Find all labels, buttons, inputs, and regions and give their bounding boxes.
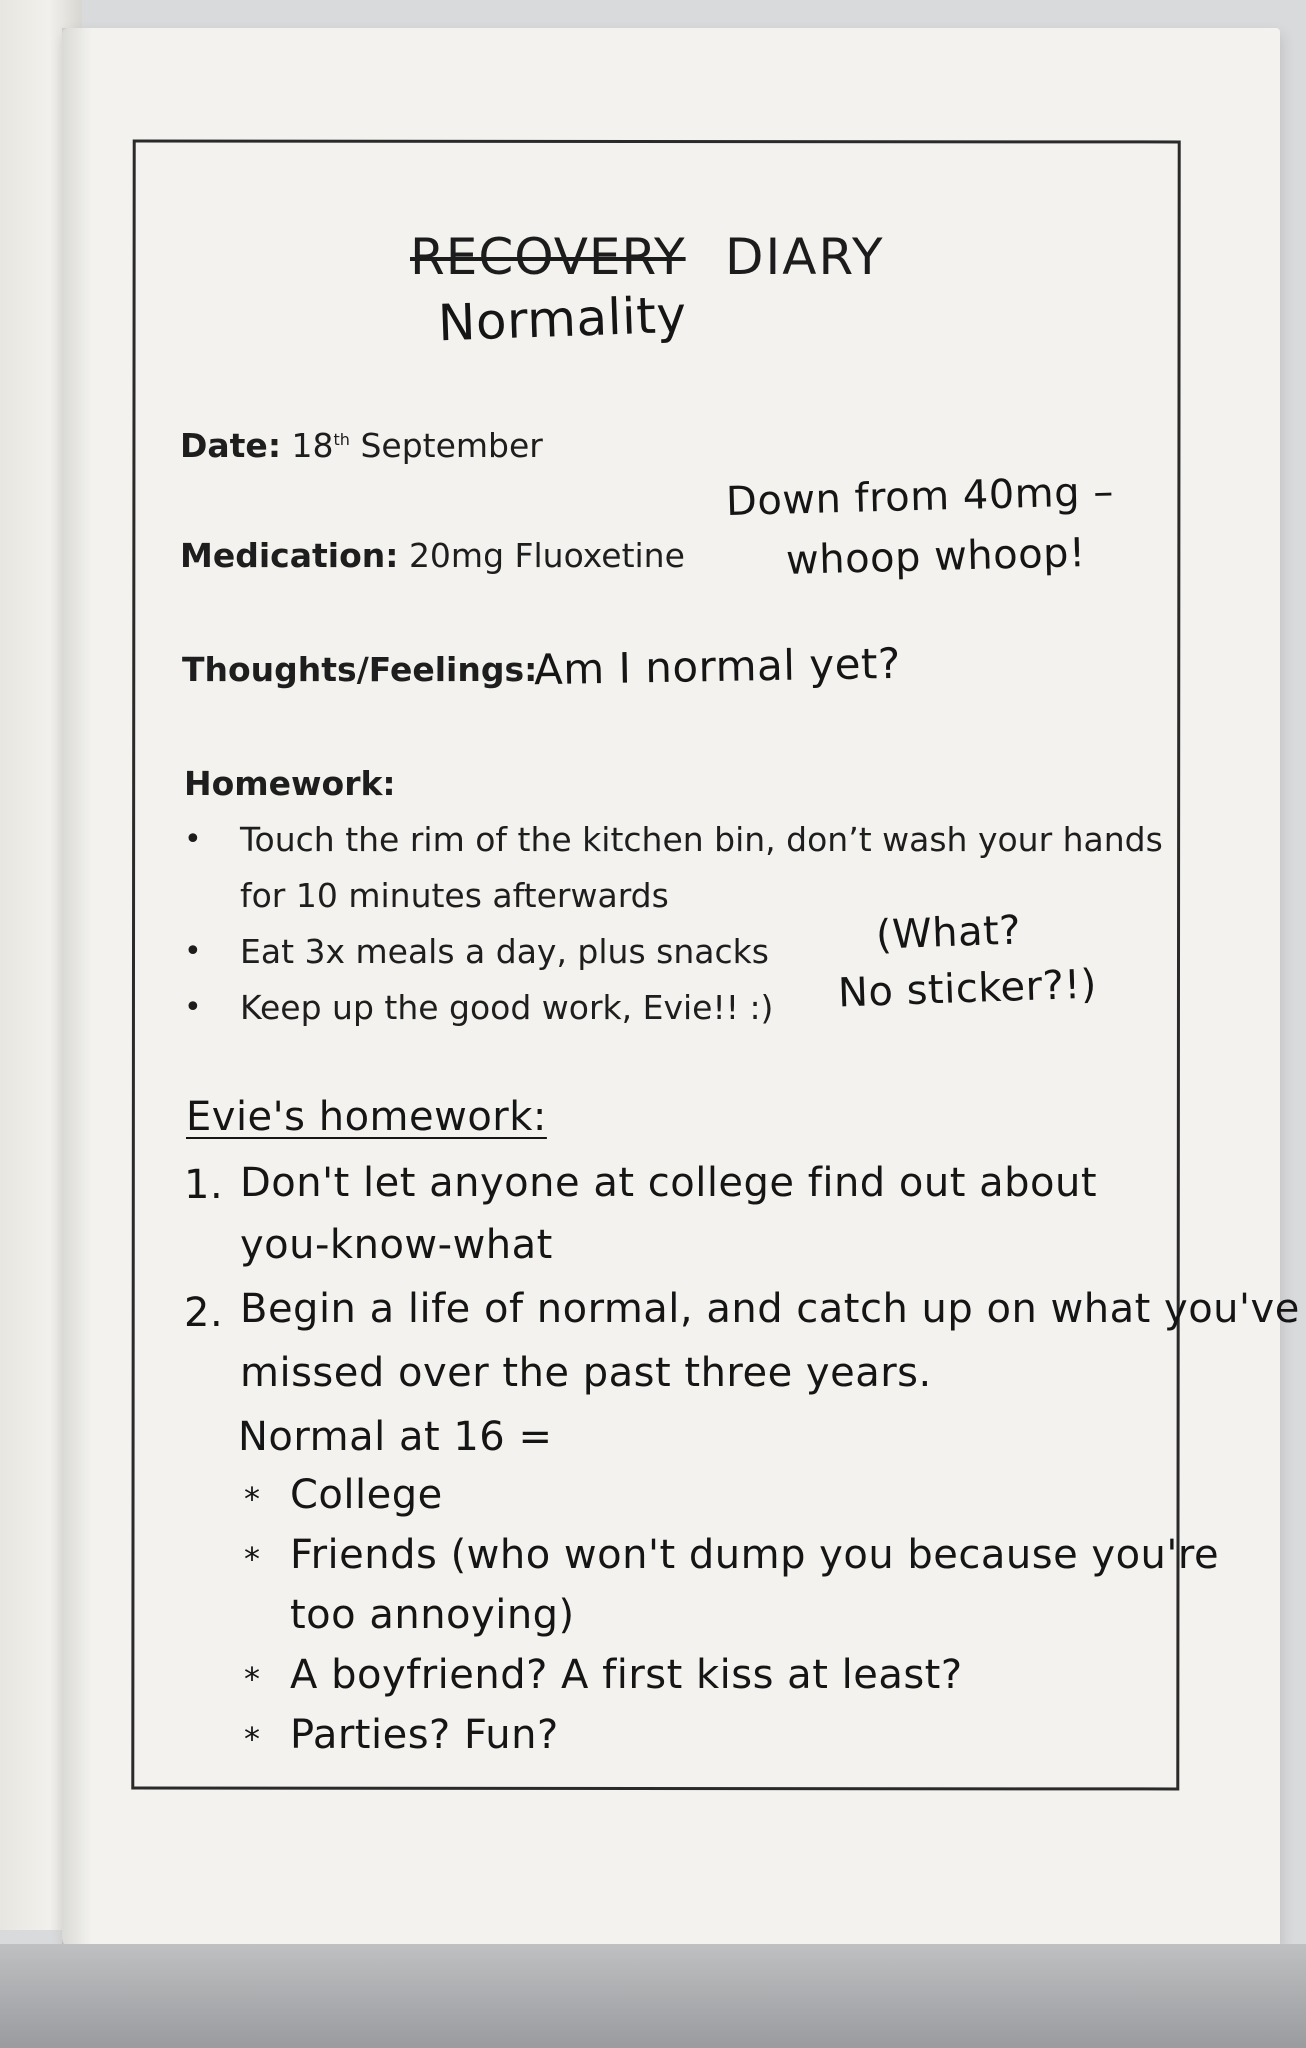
homework-label: Homework:	[184, 764, 396, 803]
star-bullet-icon: *	[244, 1720, 261, 1758]
homework-item-1-line2: for 10 minutes afterwards	[240, 876, 669, 915]
star-bullet-icon: *	[244, 1540, 261, 1578]
evies-item-1-number: 1.	[184, 1162, 224, 1208]
evies-item-1-line1: Don't let anyone at college find out about	[240, 1160, 1098, 1206]
date-label: Date:	[180, 426, 282, 465]
bullet-icon: •	[184, 822, 202, 857]
normal-item-2-line2: too annoying)	[290, 1592, 575, 1638]
normal-at-16-heading: Normal at 16 =	[238, 1414, 553, 1460]
evies-item-2-line2: missed over the past three years.	[240, 1350, 932, 1396]
title-diary-word: DIARY	[725, 228, 885, 286]
medication-value: 20mg Fluoxetine	[408, 536, 685, 575]
homework-item-2: Eat 3x meals a day, plus snacks	[240, 932, 769, 971]
star-bullet-icon: *	[244, 1480, 261, 1518]
thoughts-row	[182, 650, 537, 689]
table-surface	[0, 1944, 1306, 2048]
thoughts-value: Am I normal yet?	[533, 638, 902, 695]
evies-homework-heading: Evie's homework:	[186, 1094, 547, 1140]
thoughts-label: Thoughts/Feelings:	[182, 650, 538, 689]
medication-row	[180, 536, 685, 575]
normal-item-4: Parties? Fun?	[290, 1712, 559, 1758]
normal-item-2-line1: Friends (who won't dump you because you're	[290, 1532, 1220, 1578]
evies-item-2-line1: Begin a life of normal, and catch up on what you've	[240, 1286, 1300, 1332]
bullet-icon: •	[184, 990, 202, 1025]
date-row	[180, 426, 543, 465]
evies-item-2-number: 2.	[184, 1290, 224, 1336]
medication-note-line2: whoop whoop!	[785, 530, 1087, 584]
star-bullet-icon: *	[244, 1660, 261, 1698]
date-day: 18	[291, 426, 334, 465]
date-month: September	[360, 426, 543, 465]
page-gutter	[62, 28, 92, 1948]
homework-item-3: Keep up the good work, Evie!! :)	[240, 988, 774, 1027]
homework-note-line1: (What?	[875, 907, 1022, 959]
normal-item-1: College	[290, 1472, 443, 1518]
normal-item-3: A boyfriend? A first kiss at least?	[290, 1652, 963, 1698]
title-crossed-word: RECOVERY	[410, 228, 686, 286]
bullet-icon: •	[184, 934, 202, 969]
evies-item-1-line2: you-know-what	[240, 1222, 553, 1268]
homework-item-1-line1: Touch the rim of the kitchen bin, don’t wash your hands	[240, 820, 1163, 859]
title-handwritten-normality: Normality	[437, 285, 688, 353]
medication-label: Medication:	[180, 536, 399, 575]
date-suffix: th	[333, 430, 350, 449]
homework-note-line2: No sticker?!)	[837, 961, 1098, 1017]
medication-note-line1: Down from 40mg –	[725, 468, 1115, 526]
